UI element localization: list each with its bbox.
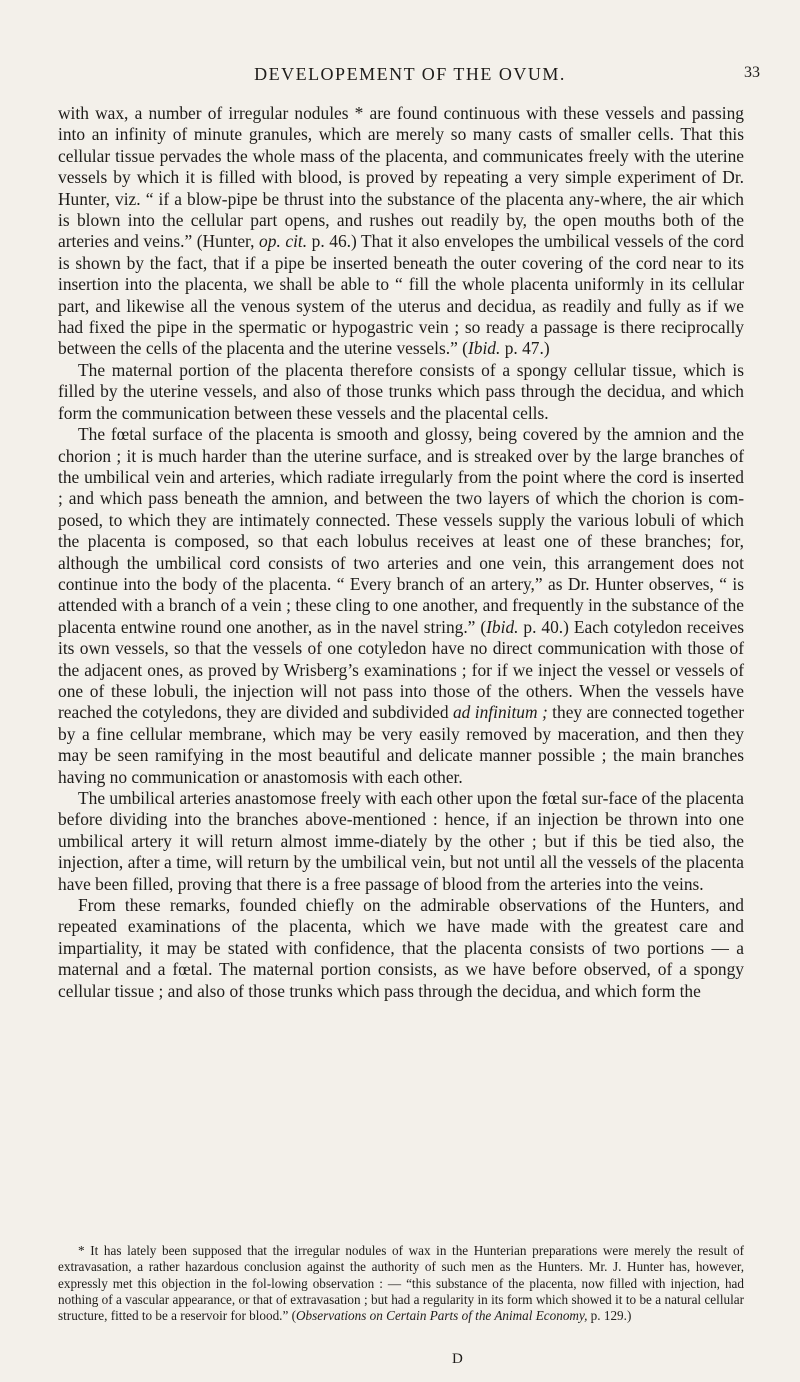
paragraph-text: they are connected together by a fine cellular membrane, which may be very easily removed by maceration, and then they may be seen ramifying in the most beautiful and delicate manner possible ; the main branches having no communication or anastomosis with each other.: [58, 702, 745, 787]
paragraph: [58, 895, 744, 1002]
citation-italic: Ibid.: [486, 616, 519, 637]
footnote-citation: Observations on Certain Parts of the Animal Economy,: [296, 1308, 588, 1324]
paragraph-text: p. 46.) That it also envelopes the umbilical vessels of the cord is shown by the fact, that if a pipe be inserted beneath the outer covering of the cord near to its insertion into the placenta, we shall be able to “ fill the whole placenta uniformly in its cellular part, and likewise all the venous system of the uterus and decidua, as readily and fully as if we had fixed the pipe in the spermatic or hypogastric vein ; so ready a passage is there reciprocally between the cells of the placenta and the uterine vessels.” (: [58, 231, 744, 359]
footnote: [58, 1243, 744, 1324]
latin-italic: ad infinitum ;: [452, 702, 548, 723]
paragraph: [58, 788, 744, 895]
paragraph-text: The fœtal surface of the placenta is smooth and glossy, being covered by the amnion and the chorion ; it is much harder than the uterine surface, and is streaked over by the large branches of the umbilical vein and arteries, which radiate irregularly from the point where the cord is inserted ; and which pass beneath the amnion, and between the two layers of which the chorion is com-posed, to which they are intimately connected. These vessels supply the various lobuli of which the placenta is composed, so that each lobulus receives at least one of these branches; for, although the umbilical cord consists of two arteries and one vein, this arrangement does not continue into the body of the placenta. “ Every branch of an artery,” as Dr. Hunter observes, “ is attended with a branch of a vein ; these cling to one another, and frequently in the substance of the placenta entwine round one another, as in the navel string.” (: [58, 424, 744, 637]
paragraph-text: The umbilical arteries anastomose freely with each other upon the fœtal sur-face of the placenta before dividing into the branches above-mentioned : hence, if an injection be thrown into one umbilical artery it will return almost imme-diately by the other ; but if this be tied also, the injection, after a time, will return by the umbilical vein, but not until all the vessels of the placenta have been filled, proving that there is a free passage of blood from the arteries into the veins.: [58, 788, 745, 894]
page-number: 33: [744, 64, 760, 81]
running-title: DEVELOPEMENT OF THE OVUM.: [254, 64, 566, 84]
footnote-text: p. 129.): [587, 1308, 632, 1324]
paragraph: [58, 103, 744, 360]
footnote-text: * It has lately been supposed that the irregular nodules of wax in the Hunterian preparations were merely the result of extravasation, a rather hazardous conclusion against the authority of such men as the Hunters. Mr. J. Hunter has, however, expressly met this objection in the fol-lowing observation : — “this substance of the placenta, now filled with injection, had nothing of a vascular appearance, or that of extravasation ; but had a regularity in its form which showed it to be a natural cellular structure, fitted to be a reservoir for blood.” (: [58, 1243, 744, 1324]
citation-italic: Ibid.: [467, 338, 501, 359]
body-text: [58, 103, 744, 1002]
paragraph: [58, 360, 744, 424]
paragraph-text: p. 47.): [500, 338, 550, 359]
paragraph-text: p. 40.) Each cotyledon receives its own vessels, so that the vessels of one cotyledon have no direct communication with those of the adjacent ones, as proved by Wrisberg’s examinations ; for if we inject the vessel or vessels of one of these lobuli, the injection will not pass into those of the others. When the vessels have reached the cotyledons, they are divided and subdivided: [58, 616, 745, 723]
paragraph-text: with wax, a number of irregular nodules * are found continuous with these vessels and passing into an infinity of minute granules, which are merely so many casts of smaller cells. That this cellular tissue pervades the whole mass of the placenta, and communicates freely with the uterine vessels by which it is filled with blood, is proved by repeating a very simple experiment of Dr. Hunter, viz. “ if a blow-pipe be thrust into the substance of the placenta any-where, the air which is blown into the cellular part opens, and rushes out readily by, the open mouths both of the arteries and veins.” (Hunter,: [58, 103, 744, 252]
paragraph-text: From these remarks, founded chiefly on the admirable observations of the Hunters, and repeated examinations of the placenta, which we have made with the greatest care and impartiality, it may be stated with confidence, that the placenta consists of two portions — a maternal and a fœtal. The maternal portion consists, as we have before observed, of a spongy cellular tissue ; and also of those trunks which pass through the decidua, and which form the: [58, 895, 744, 1001]
page-header: [60, 64, 760, 88]
signature-mark: D: [452, 1351, 463, 1367]
citation-italic: op. cit.: [259, 231, 308, 252]
paragraph: [58, 424, 744, 788]
paragraph-text: The maternal portion of the placenta therefore consists of a spongy cellular tissue, which is filled by the uterine vessels, and also of those trunks which pass through the decidua, and which form the communication between these vessels and the placental cells.: [58, 359, 744, 423]
